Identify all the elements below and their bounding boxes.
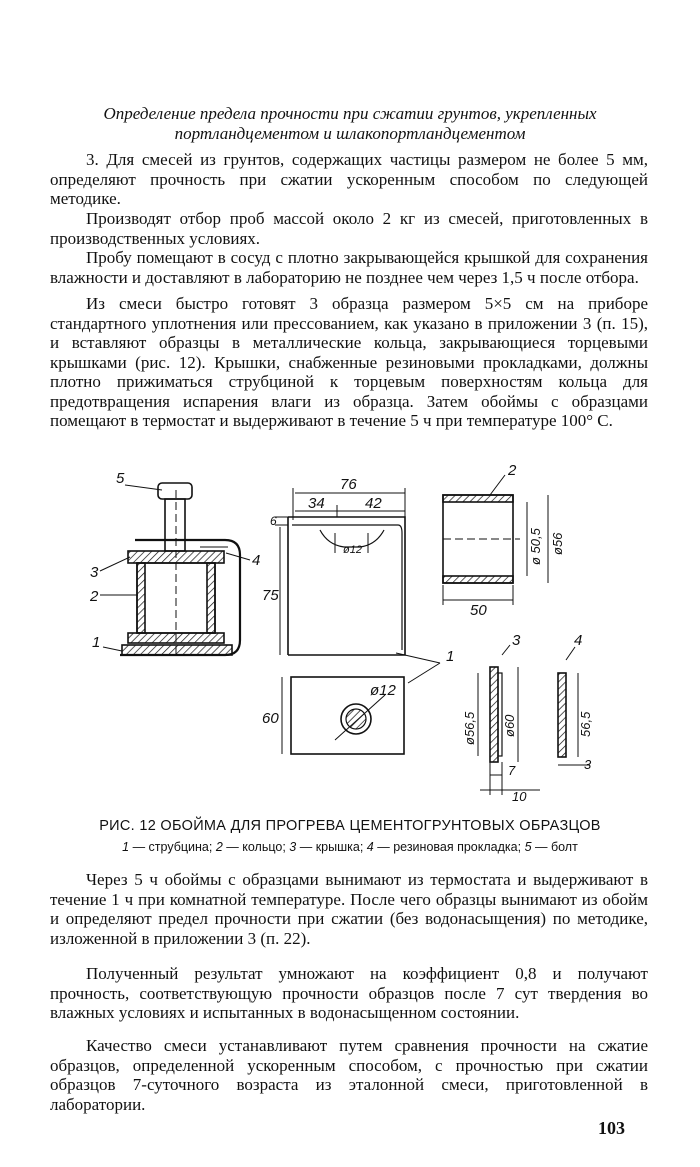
page-number: 103 [598,1118,625,1138]
legend-item-2: 2 — кольцо; [215,840,286,854]
label-bolt: 5 [116,470,125,487]
dim-3: 3 [584,757,592,772]
dim-565b: 56,5 [578,711,593,737]
dim-56: ø56 [550,532,565,555]
legend-item-1: 1 — струбцина; [122,840,213,854]
dim-505: ø 50,5 [528,528,543,565]
dim-34: 34 [308,495,325,512]
paragraph-3: Пробу помещают в сосуд с плотно закрывающейся крышкой для сохранения влажности и доставляют в лабораторию не позднее чем через 1,5 ч после отбора. [50,248,648,287]
dim-50: 50 [470,602,487,619]
legend-item-3: 3 — крышка; [289,840,364,854]
label-gasket: 4 [252,552,261,569]
dim-7: 7 [508,763,516,778]
label-gasket-side: 4 [574,632,583,649]
figure-12 [0,455,700,815]
dim-10: 10 [512,789,527,804]
label-frame-clamp: 1 [446,648,455,665]
dim-12b: ø12 [370,682,396,699]
legend-item-5: 5 — болт [524,840,578,854]
figure-caption: РИС. 12 ОБОЙМА ДЛЯ ПРОГРЕВА ЦЕМЕНТОГРУНТОВЫХ ОБРАЗЦОВ [99,818,601,834]
paragraph-2: Производят отбор проб массой около 2 кг из смесей, приготовленных в производственных условиях. [50,209,648,248]
label-clamp: 1 [92,634,101,651]
dim-76: 76 [340,476,357,493]
dim-60b: ø60 [502,714,517,737]
section-title: Определение предела прочности при сжатии грунтов, укрепленных портландцементом и шлакопортландцементом [103,104,597,143]
label-ring: 2 [90,588,99,605]
dim-12a: ø12 [343,544,362,556]
label-cap: 3 [90,564,99,581]
paragraph-1: 3. Для смесей из грунтов, содержащих частицы размером не более 5 мм, определяют прочность при сжатии ускоренным способом по следующей методике. [50,150,648,208]
figure-drawing [0,455,700,815]
figure-legend [50,840,650,854]
paragraph-7: Качество смеси устанавливают путем сравнения прочности на сжатие образцов, определенной ускоренным способом, с прочностью при сжатии образцов 7-суточного возраста из эталонной смеси, приготовленной в лаборатории. [50,1036,648,1114]
paragraph-4: Из смеси быстро готовят 3 образца размером 5×5 см на приборе стандартного уплотнения или прессованием, как указано в приложении 3 (п. 15), и вставляют образцы в металлические кольца, закрывающиеся торцевыми крышками (рис. 12). Крышки, снабженные резиновыми прокладками, должны плотно прижиматься струбциной к торцевым поверхностям кольца для предотвращения испарения влаги из образца. Затем обоймы с образцами помещают в термостат и выдерживают в течение 5 ч при температуре 100° С. [50,294,648,430]
paragraph-5: Через 5 ч обоймы с образцами вынимают из термостата и выдерживают в течение 1 ч при комнатной температуре. После чего образцы вынимают из обойм и определяют предел прочности при сжатии (без водонасыщения) по методике, изложенной в приложении 3 (п. 22). [50,870,648,948]
label-ring-side: 2 [508,462,517,479]
dim-60: 60 [262,710,279,727]
dim-75: 75 [262,587,279,604]
dim-565: ø56,5 [462,711,477,745]
label-cap-side: 3 [512,632,521,649]
paragraph-6: Полученный результат умножают на коэффициент 0,8 и получают прочность, соответствующую прочности образцов после 7 сут твердения во влажных условиях и испытанных в водонасыщенном состоянии. [50,964,648,1022]
dim-42: 42 [365,495,382,512]
dim-6: 6 [270,514,277,528]
legend-item-4: 4 — резиновая прокладка; [366,840,522,854]
